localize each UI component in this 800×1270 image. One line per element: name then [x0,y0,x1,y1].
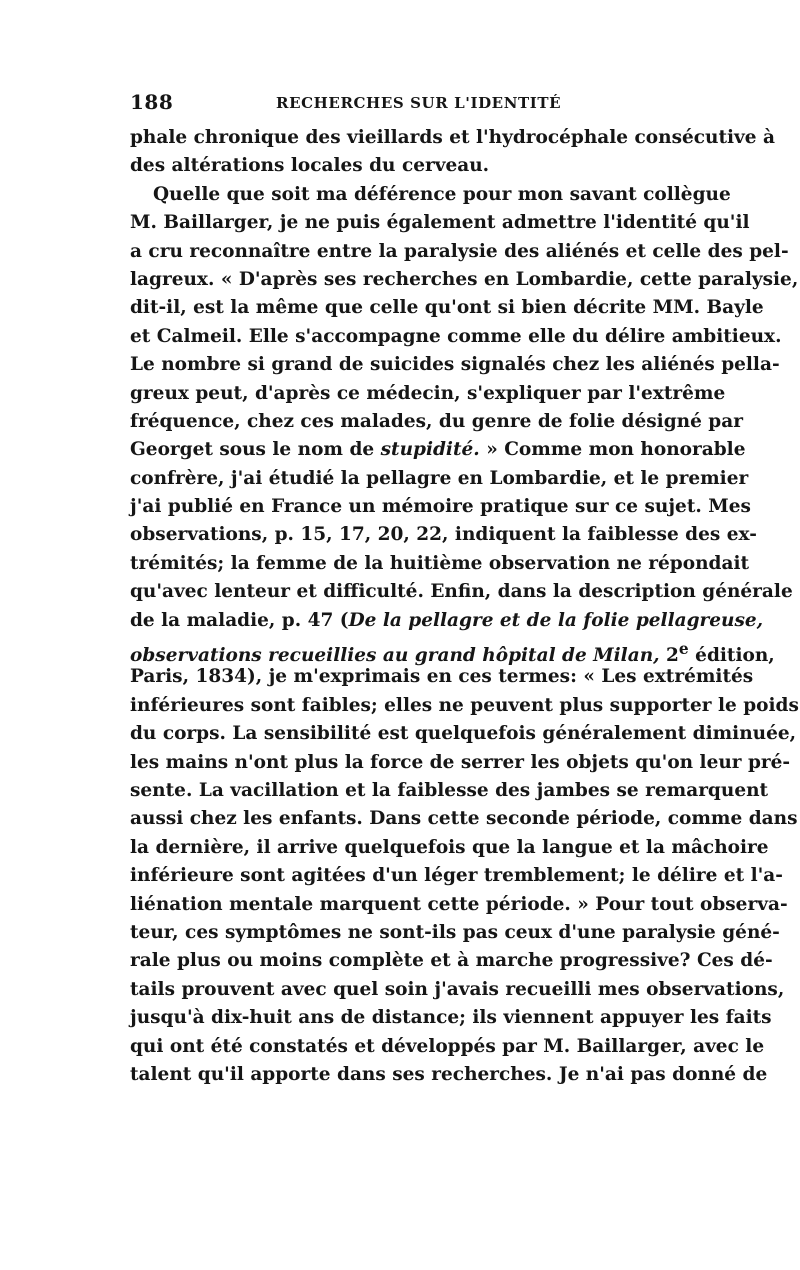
text-line: fréquence, chez ces malades, du genre de folie désigné par [130,410,743,432]
edition-label: édition, [688,645,775,667]
running-head: RECHERCHES SUR L'IDENTITÉ [276,94,562,112]
text-segment: » Comme mon honorable [486,439,746,461]
text-line: lagreux. « D'après ses recherches en Lombardie, cette paralysie, [130,268,799,290]
text-line: les mains n'ont plus la force de serrer les objets qu'on leur pré- [130,751,791,773]
text-line: tails prouvent avec quel soin j'avais recueilli mes observations, [130,978,785,1000]
text-line: a cru reconnaître entre la paralysie des aliénés et celle des pel- [130,240,789,262]
edition-superscript: e [678,640,689,659]
text-line: teur, ces symptômes ne sont-ils pas ceux d'une paralysie géné- [130,921,780,943]
text-line: qui ont été constatés et développés par M. Baillarger, avec le [130,1035,765,1057]
text-line: rale plus ou moins complète et à marche progressive? Ces dé- [130,950,773,972]
text-line: greux peut, d'après ce médecin, s'expliquer par l'extrême [130,382,726,404]
italic-term-stupidite: stupidité. [380,439,480,461]
edition-number: 2 [659,645,679,667]
text-line: Paris, 1834), je m'exprimais en ces termes: « Les extrémités [130,666,754,688]
page-header [130,90,670,118]
text-line: et Calmeil. Elle s'accompagne comme elle du délire ambitieux. [130,325,782,347]
italic-book-title: De la pellagre et de la folie pellagreuse, [348,609,764,631]
text-line [130,436,746,464]
text-line: sente. La vacillation et la faiblesse des jambes se remarquent [130,779,769,801]
italic-book-subtitle: observations recueillies au grand hôpital de Milan, [130,645,660,667]
text-line: des altérations locales du cerveau. [130,155,490,177]
page-number: 188 [130,90,174,114]
text-line: j'ai publié en France un mémoire pratique sur ce sujet. Mes [130,496,751,518]
text-line: Le nombre si grand de suicides signalés chez les aliénés pella- [130,354,780,376]
text-line: liénation mentale marquent cette période. » Pour tout observa- [130,893,788,915]
text-line: du corps. La sensibilité est quelquefois généralement diminuée, [130,723,797,745]
body-text [130,124,799,1089]
text-line: dit-il, est la même que celle qu'ont si bien décrite MM. Bayle [130,297,764,319]
text-line [130,607,764,635]
text-line: inférieures sont faibles; elles ne peuvent plus supporter le poids [130,694,799,716]
text-line: la dernière, il arrive quelquefois que la langue et la mâchoire [130,836,769,858]
text-line: observations, p. 15, 17, 20, 22, indiquent la faiblesse des ex- [130,524,757,546]
text-line: talent qu'il apporte dans ses recherches. Je n'ai pas donné de [130,1063,768,1085]
text-line: phale chronique des vieillards et l'hydrocéphale consécutive à [130,127,775,148]
text-line: confrère, j'ai étudié la pellagre en Lombardie, et le premier [130,467,749,489]
text-line [130,635,775,667]
text-line: aussi chez les enfants. Dans cette seconde période, comme dans [130,808,798,830]
text-line: inférieure sont agitées d'un léger tremblement; le délire et l'a- [130,865,783,887]
text-segment: Georget sous le nom de [130,439,375,461]
text-line: jusqu'à dix-huit ans de distance; ils viennent appuyer les faits [130,1007,772,1029]
text-segment: de la maladie, p. 47 ( [130,609,349,631]
text-line: Quelle que soit ma déférence pour mon savant collègue [153,183,731,205]
text-line: M. Baillarger, je ne puis également admettre l'identité qu'il [130,212,750,234]
text-line: qu'avec lenteur et difficulté. Enfin, dans la description générale [130,581,793,603]
text-line: trémités; la femme de la huitième observation ne répondait [130,552,750,574]
